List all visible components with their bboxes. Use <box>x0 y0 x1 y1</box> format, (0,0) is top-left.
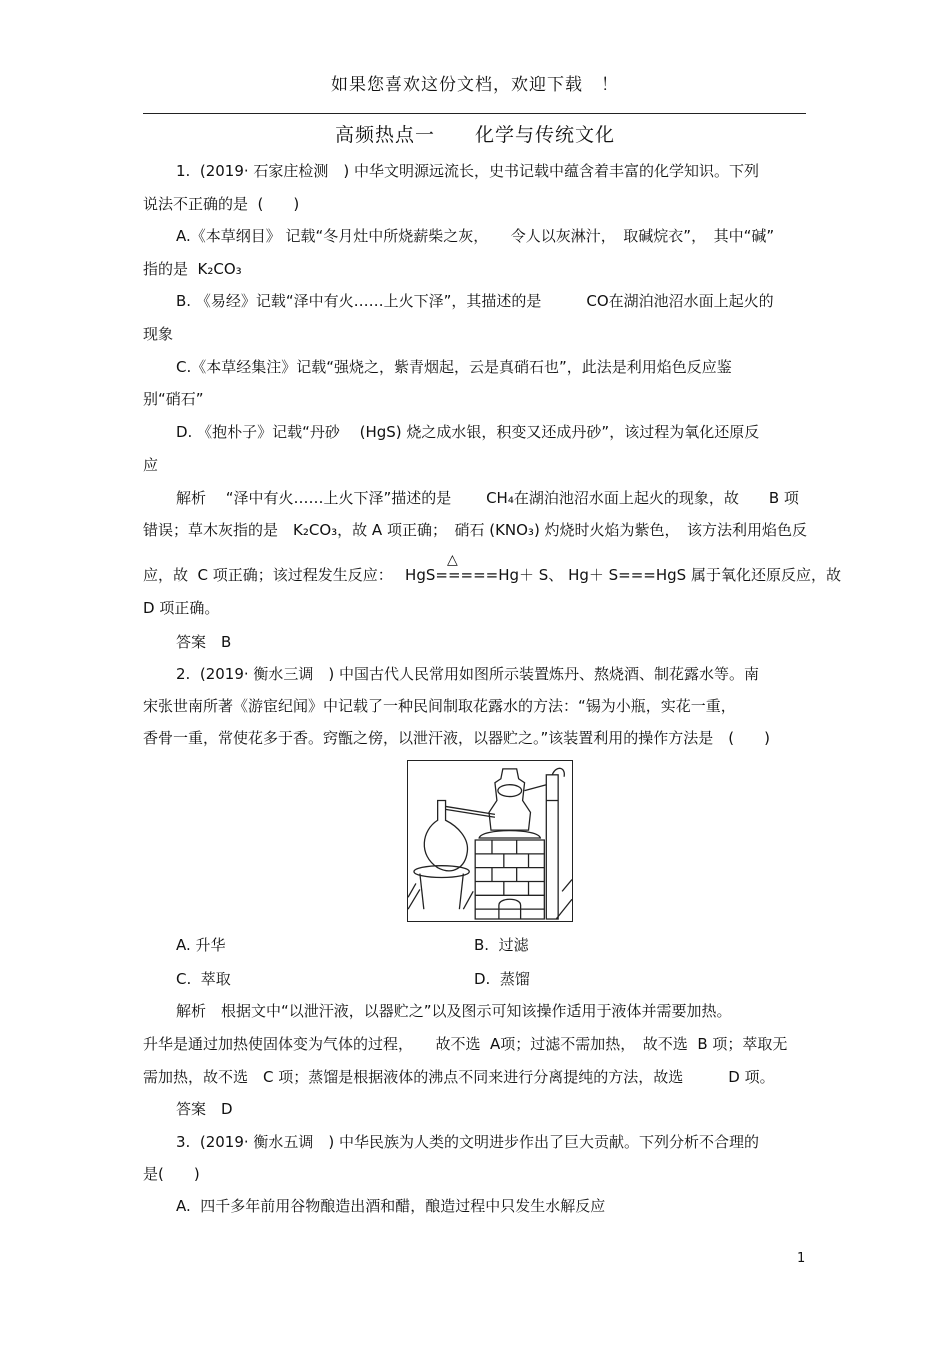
header-rule <box>143 113 806 114</box>
q1-stem-cont: 说法不正确的是 ( ) <box>143 195 300 213</box>
q1-option-b-cont: 现象 <box>143 325 174 343</box>
q2-explanation-line3: 需加热，故不选 C 项；蒸馏是根据液体的沸点不同来进行分离提纯的方法，故选 D 项。 <box>143 1068 775 1086</box>
download-banner: 如果您喜欢这份文档，欢迎下载 ！ <box>331 75 619 95</box>
q2-stem: 2. (2019· 衡水三调 ) 中国古代人民常用如图所示装置炼丹、熬烧酒、制花露水等。南 <box>176 665 760 683</box>
q1-option-b: B. 《易经》记载“泽中有火……上火下泽”，其描述的是 CO在湖泊池沼水面上起火的 <box>176 292 774 310</box>
distillation-apparatus-figure <box>407 760 573 922</box>
q1-explanation-line4: D 项正确。 <box>143 599 220 617</box>
page-number: 1 <box>797 1251 806 1266</box>
q3-option-a: A. 四千多年前用谷物酿造出酒和醋，酿造过程中只发生水解反应 <box>176 1197 606 1215</box>
q3-stem-cont: 是( ) <box>143 1165 200 1183</box>
q1-explanation-line2: 错误；草木灰指的是 K₂CO₃，故 A 项正确； 硝石 (KNO₃) 灼烧时火焰为紫色， 该方法利用焰色反 <box>143 521 808 539</box>
q1-option-c-cont: 别“硝石” <box>143 390 204 408</box>
q2-option-a: A. 升华 <box>176 936 226 954</box>
q2-explanation: 解析 根据文中“以泄汗液，以器贮之”以及图示可知该操作适用于液体并需要加热。 <box>176 1002 732 1020</box>
q2-stem-line3: 香骨一重，常使花多于香。窍甑之傍，以泄汗液，以器贮之。”该装置利用的操作方法是 ( ) <box>143 729 770 747</box>
q1-option-d-cont: 应 <box>143 456 159 474</box>
q1-option-d: D. 《抱朴子》记载“丹砂 (HgS) 烧之成水银，积变又还成丹砂”，该过程为氧化还原反 <box>176 423 760 441</box>
heat-symbol: △ <box>447 552 458 568</box>
q2-stem-line2: 宋张世南所著《游宦纪闻》中记载了一种民间制取花露水的方法：“锡为小瓶，实花一重， <box>143 697 736 715</box>
q1-explanation-line3: 应，故 C 项正确；该过程发生反应： HgS=====Hg＋ S、 Hg＋ S===HgS 属于氧化还原反应，故 <box>143 566 841 584</box>
q1-option-c: C.《本草经集注》记载“强烧之，紫青烟起，云是真硝石也”，此法是利用焰色反应鉴 <box>176 358 732 376</box>
q1-explanation: 解析 “泽中有火……上火下泽”描述的是 CH₄在湖泊池沼水面上起火的现象，故 B 项 <box>176 489 799 507</box>
q2-explanation-line2: 升华是通过加热使固体变为气体的过程， 故不选 A项；过滤不需加热， 故不选 B 项；萃取无 <box>143 1035 788 1053</box>
q1-stem: 1. (2019· 石家庄检测 ) 中华文明源远流长，史书记载中蕴含着丰富的化学知识。下列 <box>176 162 760 180</box>
page-title: 高频热点一 化学与传统文化 <box>334 124 615 146</box>
q2-option-c: C. 萃取 <box>176 970 231 988</box>
q2-option-d: D. 蒸馏 <box>474 970 530 988</box>
q1-answer: 答案 B <box>176 633 232 651</box>
q2-option-b: B. 过滤 <box>474 936 529 954</box>
q3-stem: 3. (2019· 衡水五调 ) 中华民族为人类的文明进步作出了巨大贡献。下列分析不合理的 <box>176 1133 760 1151</box>
q1-option-a-cont: 指的是 K₂CO₃ <box>143 260 242 278</box>
distillation-apparatus-drawing <box>408 761 572 921</box>
q2-answer: 答案 D <box>176 1100 233 1118</box>
q1-option-a: A.《本草纲目》 记载“冬月灶中所烧薪柴之灰， 令人以灰淋汁， 取碱烷衣”， 其中“碱” <box>176 227 775 245</box>
